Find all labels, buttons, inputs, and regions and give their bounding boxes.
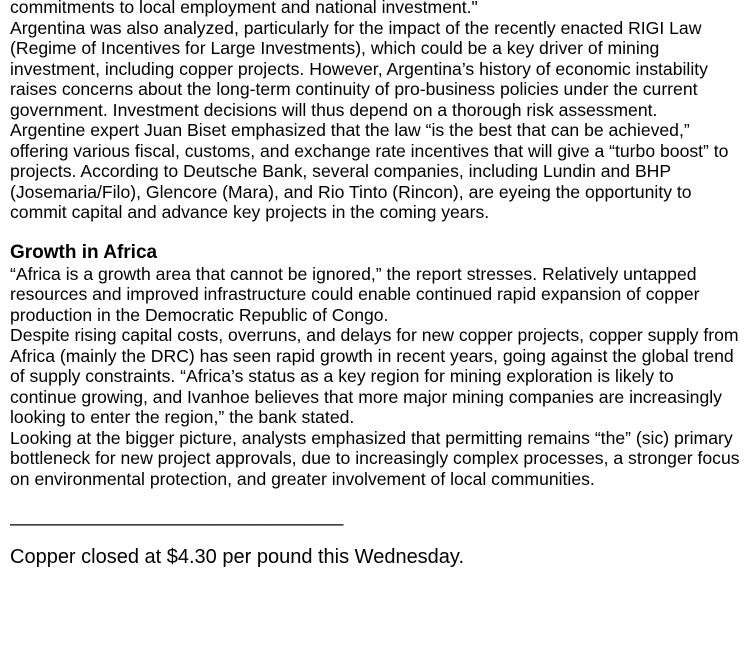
copper-closing-note: Copper closed at $4.30 per pound this Wednesday. — [10, 546, 465, 568]
section-spacer — [10, 223, 742, 244]
paragraph-africa-supply: Despite rising capital costs, overruns, and delays for new copper projects, copper supply from Africa (mainly the DRC) has seen rapid growth in recent years, going against the global trend of supply constraints. “Africa’s status as a key region for mining exploration is likely to continue growing, and Ivanhoe believes that more major mining companies are increasingly looking to enter the region,” the bank stated. — [10, 325, 739, 427]
dash-divider: —————————————————— — [10, 514, 343, 535]
divider-spacer — [10, 489, 742, 515]
paragraph-juan-biset: Argentine expert Juan Biset emphasized that the law “is the best that can be achieved,” offering various fiscal, customs, and exchange rate incentives that will give a “turbo boost” to projects. According to Deutsche Bank, several companies, including Lundin and BHP (Josemaria/Filo), Glencore (Mara), and Rio Tinto (Rincon), are eyeing the opportunity to commit capital and advance key projects in the coming years. — [10, 120, 729, 222]
paragraph-permitting: Looking at the bigger picture, analysts emphasized that permitting remains “the” (sic) primary bottleneck for new project approvals, due to increasingly complex processes, a stronger focus on environmental protection, and greater involvement of local communities. — [10, 427, 740, 489]
article-body — [10, 0, 742, 569]
section-heading-africa: Growth in Africa — [10, 242, 158, 263]
paragraph-africa-growth: “Africa is a growth area that cannot be ignored,” the report stresses. Relatively untapped resources and improved infrastructure could enable continued rapid expansion of copper production in the Democratic Republic of Congo. — [10, 263, 700, 325]
paragraph-commitments: commitments to local employment and national investment." — [10, 0, 478, 17]
paragraph-argentina-rigi: Argentina was also analyzed, particularly for the impact of the recently enacted RIGI Law (Regime of Incentives for Large Investments), which could be a key driver of mining investment, including copper projects. However, Argentina’s history of economic instability raises concerns about the long-term continuity of pro-business policies under the current government. Investment decisions will thus depend on a thorough risk assessment. — [10, 17, 708, 120]
